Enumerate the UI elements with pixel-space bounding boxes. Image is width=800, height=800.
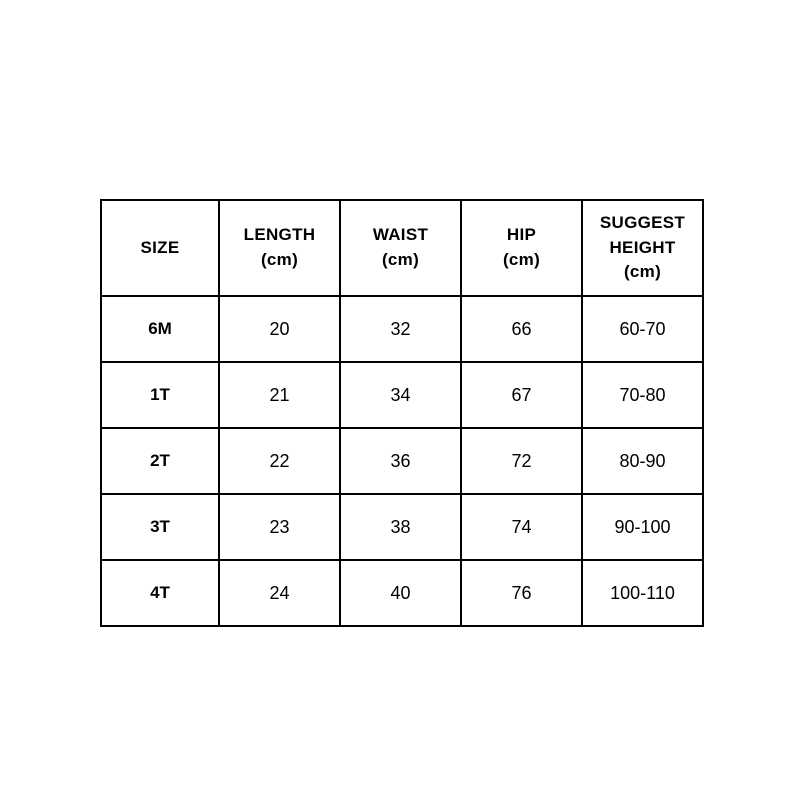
table-header: [101, 200, 703, 296]
cell-hip: 72: [461, 428, 582, 494]
column-header-length: [219, 200, 340, 296]
column-header-waist: [340, 200, 461, 296]
cell-suggest-height: 100-110: [582, 560, 703, 626]
cell-waist: 32: [340, 296, 461, 362]
cell-size: 6M: [101, 296, 219, 362]
cell-waist: 38: [340, 494, 461, 560]
size-chart-table: [100, 199, 704, 627]
cell-length: 20: [219, 296, 340, 362]
cell-size: 4T: [101, 560, 219, 626]
column-header-suggest-height-unit: (cm): [623, 262, 662, 282]
table-row: [101, 296, 703, 362]
cell-hip: 66: [461, 296, 582, 362]
column-header-length-label: LENGTH: [243, 225, 316, 245]
table-body: [101, 296, 703, 626]
cell-length: 23: [219, 494, 340, 560]
cell-hip: 67: [461, 362, 582, 428]
column-header-length-unit: (cm): [260, 250, 299, 269]
table-header-row: [101, 200, 703, 296]
cell-waist: 34: [340, 362, 461, 428]
column-header-suggest-height-line1: SUGGEST: [599, 213, 686, 233]
cell-length: 21: [219, 362, 340, 428]
table-row: [101, 560, 703, 626]
cell-hip: 76: [461, 560, 582, 626]
cell-size: 1T: [101, 362, 219, 428]
cell-length: 22: [219, 428, 340, 494]
cell-size: 3T: [101, 494, 219, 560]
cell-size: 2T: [101, 428, 219, 494]
column-header-waist-label: WAIST: [372, 225, 429, 245]
column-header-suggest-height: [582, 200, 703, 296]
column-header-size: [101, 200, 219, 296]
cell-suggest-height: 90-100: [582, 494, 703, 560]
cell-hip: 74: [461, 494, 582, 560]
table-row: [101, 428, 703, 494]
size-chart-container: [100, 199, 702, 627]
column-header-size-label: SIZE: [140, 237, 180, 257]
table-row: [101, 362, 703, 428]
column-header-waist-unit: (cm): [381, 250, 420, 269]
cell-waist: 36: [340, 428, 461, 494]
column-header-hip-unit: (cm): [502, 250, 541, 269]
cell-suggest-height: 70-80: [582, 362, 703, 428]
cell-suggest-height: 60-70: [582, 296, 703, 362]
column-header-hip-label: HIP: [506, 225, 537, 245]
column-header-suggest-height-line2: HEIGHT: [609, 237, 676, 257]
cell-length: 24: [219, 560, 340, 626]
column-header-hip: [461, 200, 582, 296]
cell-waist: 40: [340, 560, 461, 626]
table-row: [101, 494, 703, 560]
cell-suggest-height: 80-90: [582, 428, 703, 494]
